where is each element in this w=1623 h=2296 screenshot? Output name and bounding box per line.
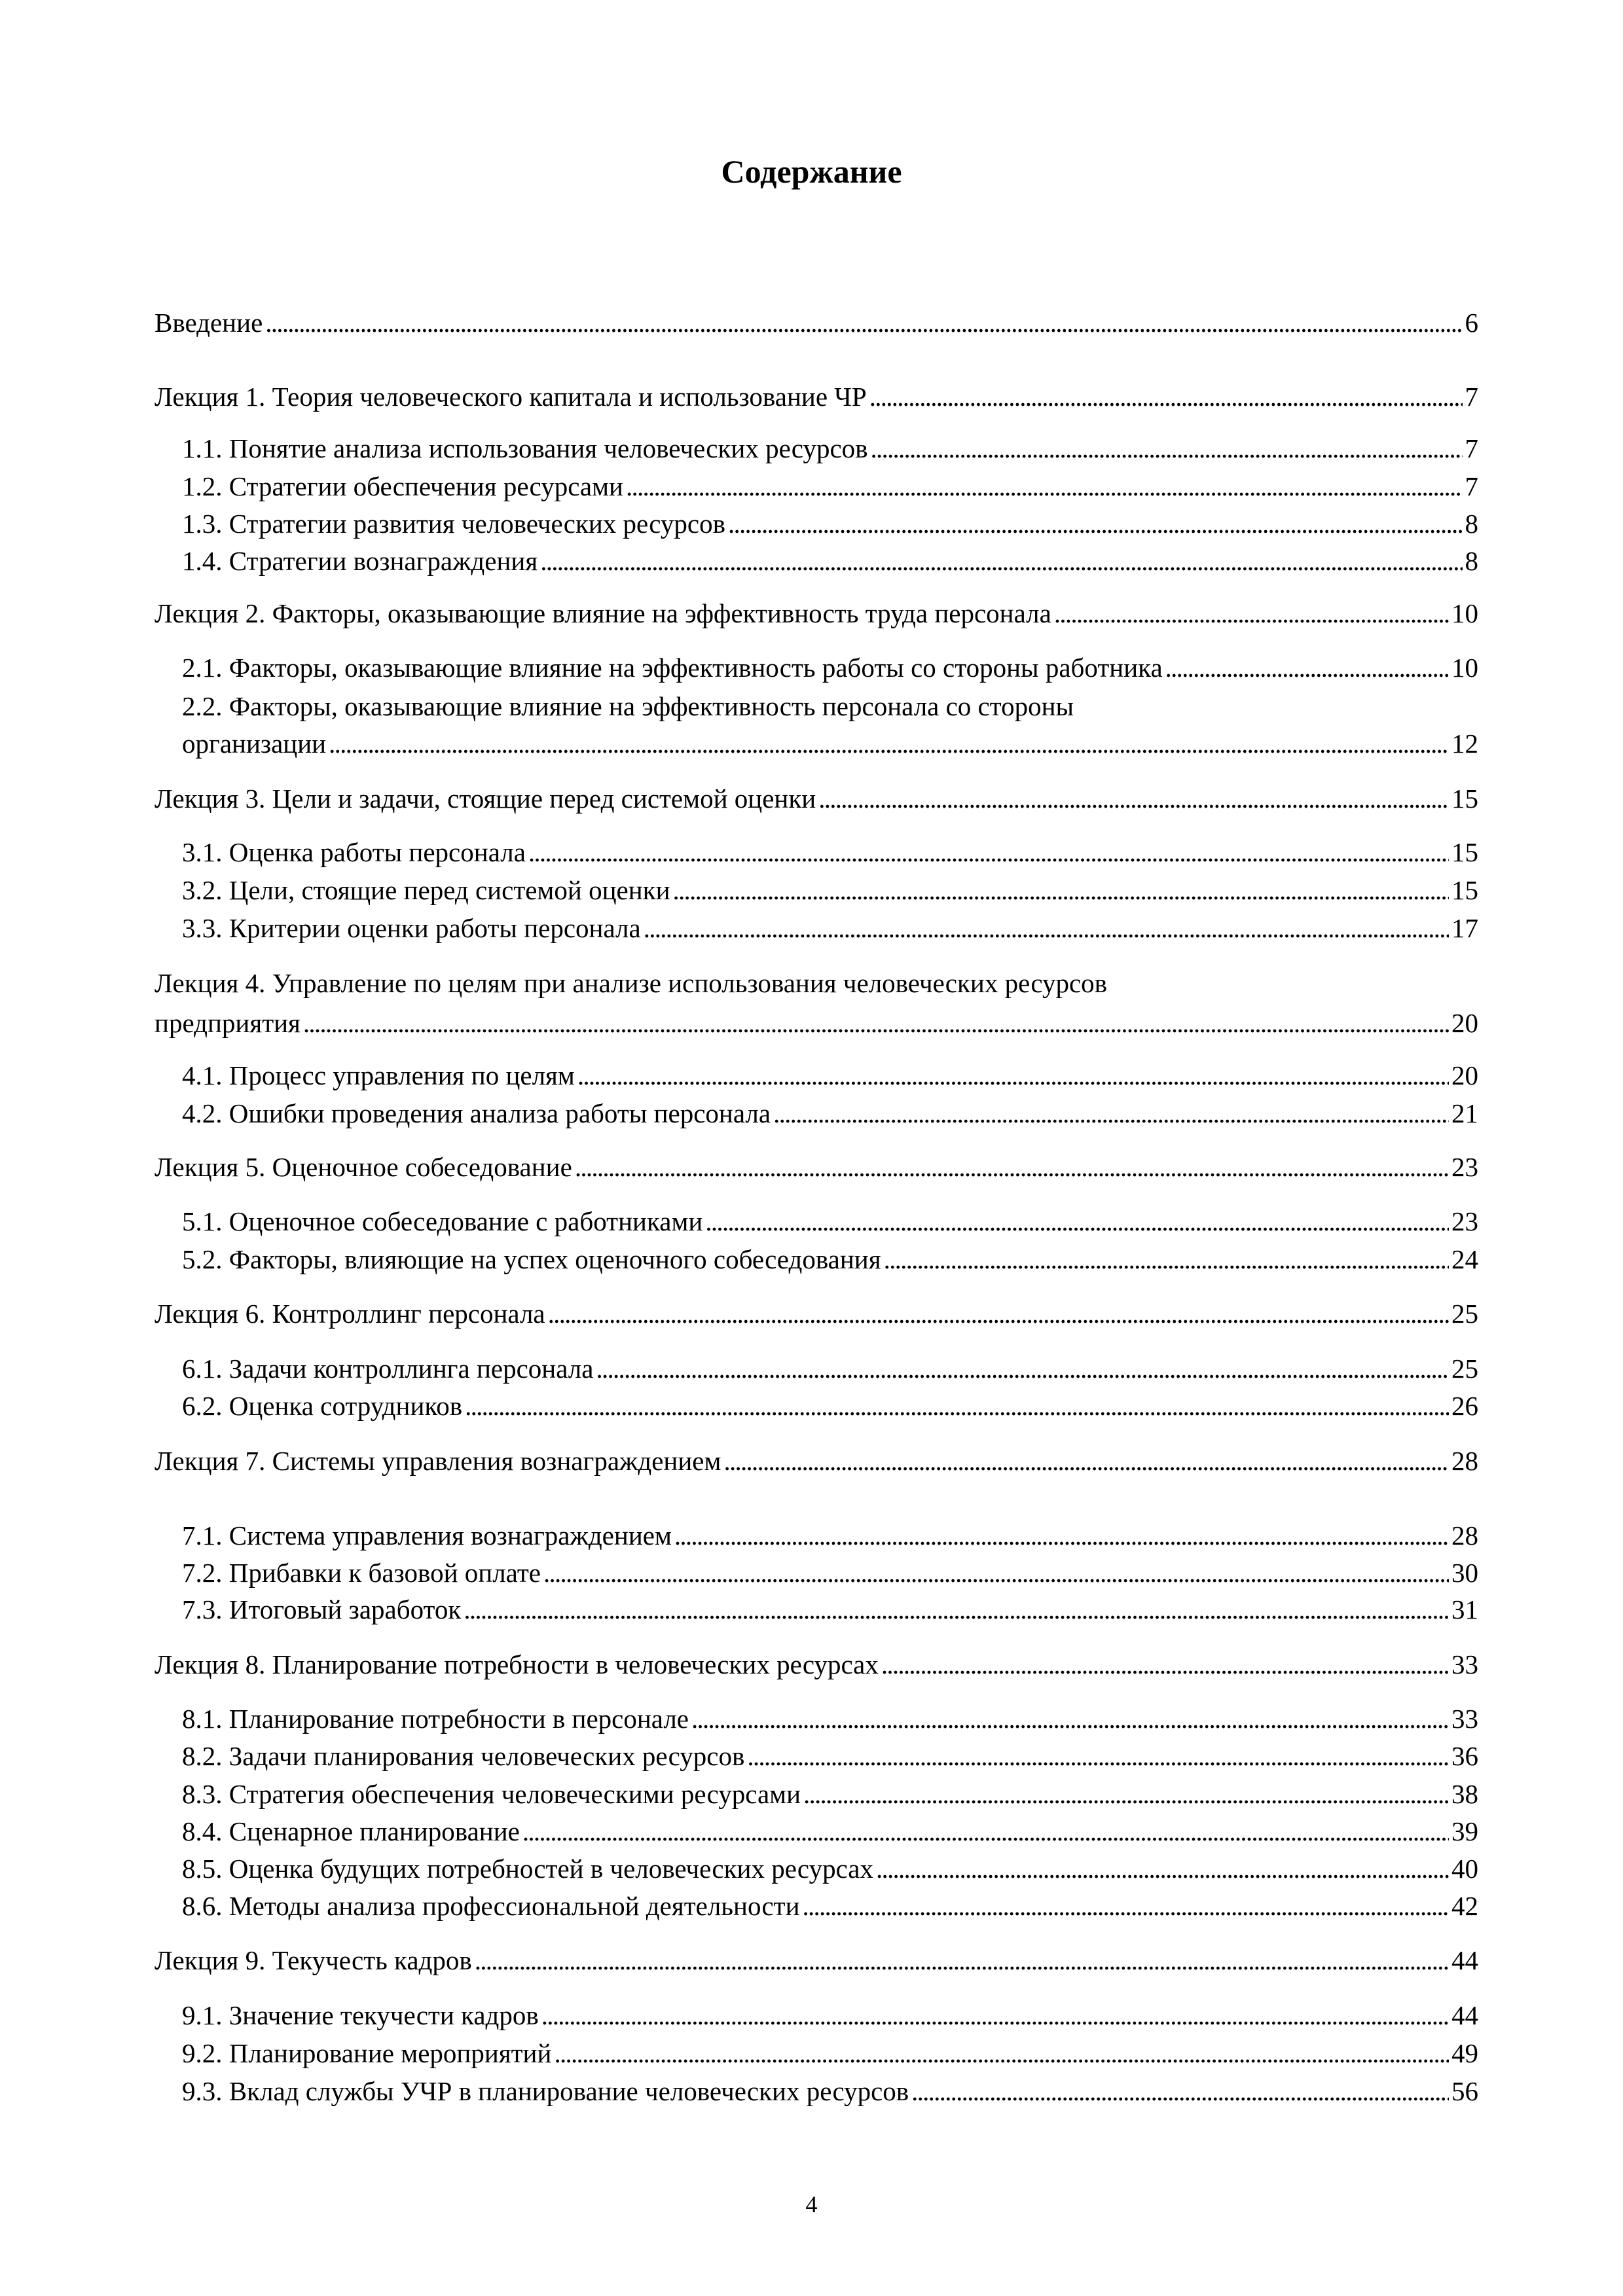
toc-entry-label: Лекция 3. Цели и задачи, стоящие перед системой оценки	[155, 783, 816, 814]
toc-entry-1-4[interactable]	[182, 544, 1478, 578]
toc-entry-label: 5.1. Оценочное собеседование с работниками	[182, 1206, 703, 1236]
toc-entry-2-2[interactable]	[182, 726, 1478, 761]
toc-page-number: 7	[1465, 433, 1478, 463]
toc-entry-lecture-5[interactable]	[155, 1150, 1478, 1184]
toc-page-number: 31	[1451, 1594, 1478, 1624]
dot-leader	[674, 1518, 1449, 1552]
dot-leader	[871, 431, 1463, 465]
toc-entry-9-3[interactable]	[182, 2074, 1478, 2108]
toc-page-number: 25	[1451, 1354, 1478, 1384]
toc-entry-label: 5.2. Факторы, влияющие на успех оценочного собеседования	[182, 1244, 881, 1274]
toc-page-number: 10	[1451, 653, 1478, 683]
dot-leader	[596, 1352, 1449, 1386]
dot-leader	[465, 1389, 1449, 1423]
toc-entry-label: организации	[182, 728, 327, 759]
toc-entry-8-4[interactable]	[182, 1814, 1478, 1848]
dot-leader	[554, 2036, 1449, 2070]
toc-entry-7-3[interactable]	[182, 1592, 1478, 1626]
toc-entry-label: 8.2. Задачи планирования человеческих ресурсов	[182, 1741, 745, 1771]
toc-entry-label: предприятия	[155, 1008, 301, 1038]
toc-entry-lecture-8[interactable]	[155, 1647, 1478, 1681]
toc-entry-label: 1.4. Стратегии вознаграждения	[182, 546, 538, 576]
toc-entry-label: 9.2. Планирование мероприятий	[182, 2038, 552, 2068]
toc-entry-5-1[interactable]	[182, 1204, 1478, 1238]
dot-leader	[869, 380, 1463, 414]
toc-page-number: 20	[1451, 1008, 1478, 1038]
toc-entry-3-3[interactable]	[182, 911, 1478, 945]
toc-page-number: 23	[1451, 1206, 1478, 1236]
toc-entry-label: Лекция 5. Оценочное собеседование	[155, 1152, 572, 1182]
toc-page-number: 7	[1465, 471, 1478, 501]
toc-entry-lecture-7[interactable]	[155, 1444, 1478, 1478]
dot-leader	[644, 911, 1449, 945]
toc-page-number: 17	[1451, 913, 1478, 943]
toc-entry-lecture-1[interactable]	[155, 380, 1478, 414]
toc-entry-lecture-4[interactable]	[155, 1006, 1478, 1040]
toc-entry-label: 1.2. Стратегии обеспечения ресурсами	[182, 471, 623, 501]
toc-page-number: 6	[1465, 308, 1478, 338]
toc-page-number: 12	[1451, 728, 1478, 759]
toc-page-number: 39	[1451, 1816, 1478, 1846]
dot-leader	[803, 1889, 1449, 1923]
dot-leader	[540, 544, 1462, 578]
page-title: Содержание	[721, 153, 902, 190]
toc-entry-label: 2.1. Факторы, оказывающие влияние на эффективность работы со стороны работника	[182, 653, 1163, 683]
dot-leader	[522, 1814, 1449, 1848]
dot-leader	[528, 835, 1449, 869]
toc-entry-label: 3.3. Критерии оценки работы персонала	[182, 913, 641, 943]
toc-page-number: 28	[1451, 1446, 1478, 1476]
toc-page-number: 7	[1465, 382, 1478, 412]
dot-leader	[673, 873, 1449, 907]
toc-entry-label: Введение	[155, 308, 263, 338]
dot-leader	[1165, 651, 1449, 685]
toc-entry-lecture-4-line1[interactable]: Лекция 4. Управление по целям при анализе использования человеческих ресурсов	[155, 968, 1108, 998]
dot-leader	[543, 1556, 1449, 1590]
page-number: 4	[805, 2191, 818, 2217]
toc-entry-label: 8.5. Оценка будущих потребностей в человеческих ресурсах	[182, 1854, 873, 1884]
toc-page-number: 42	[1451, 1891, 1478, 1921]
toc-entry-2-2-line1[interactable]: 2.2. Факторы, оказывающие влияние на эффективность персонала со стороны	[182, 691, 1074, 721]
dot-leader	[728, 507, 1463, 541]
toc-entry-2-1[interactable]	[182, 651, 1478, 685]
toc-page-number: 40	[1451, 1854, 1478, 1884]
toc-page-number: 23	[1451, 1152, 1478, 1182]
toc-entry-lecture-2[interactable]	[155, 596, 1478, 630]
dot-leader	[548, 1297, 1449, 1331]
toc-entry-introduction[interactable]	[155, 306, 1478, 340]
dot-leader	[747, 1739, 1449, 1773]
toc-page-number: 24	[1451, 1244, 1478, 1274]
toc-entry-label: Лекция 9. Текучесть кадров	[155, 1945, 472, 1975]
toc-entry-label: 1.3. Стратегии развития человеческих ресурсов	[182, 509, 725, 539]
toc-entry-7-2[interactable]	[182, 1556, 1478, 1590]
toc-entry-label: 7.3. Итоговый заработок	[182, 1594, 462, 1624]
toc-entry-label: 8.6. Методы анализа профессиональной деятельности	[182, 1891, 800, 1921]
toc-page-number: 33	[1451, 1649, 1478, 1679]
dot-leader	[575, 1150, 1449, 1184]
toc-entry-lecture-3[interactable]	[155, 781, 1478, 816]
dot-leader	[911, 2074, 1449, 2108]
dot-leader	[723, 1444, 1449, 1478]
toc-page-number: 20	[1451, 1060, 1478, 1090]
toc-entry-4-1[interactable]	[182, 1058, 1478, 1092]
toc-entry-label: 9.3. Вклад службы УЧР в планирование человеческих ресурсов	[182, 2076, 909, 2106]
toc-page-number: 15	[1451, 875, 1478, 905]
dot-leader	[881, 1647, 1449, 1681]
toc-entry-lecture-6[interactable]	[155, 1297, 1478, 1331]
toc-page-number: 26	[1451, 1391, 1478, 1421]
toc-entry-lecture-9[interactable]	[155, 1943, 1478, 1977]
toc-page-number: 15	[1451, 783, 1478, 814]
toc-entry-8-3[interactable]	[182, 1777, 1478, 1811]
toc-entry-8-2[interactable]	[182, 1739, 1478, 1773]
dot-leader	[303, 1006, 1449, 1040]
dot-leader	[876, 1852, 1449, 1886]
toc-entry-7-1[interactable]	[182, 1518, 1478, 1552]
toc-page-number: 49	[1451, 2038, 1478, 2068]
toc-page-number: 21	[1451, 1098, 1478, 1128]
toc-entry-label: 3.1. Оценка работы персонала	[182, 837, 526, 867]
toc-entry-4-2[interactable]	[182, 1096, 1478, 1130]
toc-page-number: 56	[1451, 2076, 1478, 2106]
toc-entry-label: 3.2. Цели, стоящие перед системой оценки	[182, 875, 670, 905]
dot-leader	[475, 1943, 1449, 1977]
dot-leader	[1054, 596, 1449, 630]
toc-entry-label: 1.1. Понятие анализа использования человеческих ресурсов	[182, 433, 868, 463]
toc-page-number: 33	[1451, 1704, 1478, 1734]
toc-entry-8-5[interactable]	[182, 1852, 1478, 1886]
dot-leader	[626, 469, 1463, 503]
toc-page-number: 30	[1451, 1558, 1478, 1588]
toc-page-number: 36	[1451, 1741, 1478, 1771]
toc-page-number: 28	[1451, 1520, 1478, 1551]
toc-page-number: 8	[1465, 546, 1478, 576]
toc-entry-label: 7.1. Система управления вознаграждением	[182, 1520, 672, 1551]
toc-page-number: 25	[1451, 1299, 1478, 1329]
dot-leader	[577, 1058, 1449, 1092]
dot-leader	[541, 1998, 1449, 2032]
toc-entry-6-1[interactable]	[182, 1352, 1478, 1386]
toc-entry-label: 8.4. Сценарное планирование	[182, 1816, 520, 1846]
toc-entry-3-1[interactable]	[182, 835, 1478, 869]
toc-entry-label: 4.1. Процесс управления по целям	[182, 1060, 575, 1090]
toc-entry-label: Лекция 8. Планирование потребности в человеческих ресурсах	[155, 1649, 879, 1679]
toc-entry-label: Лекция 6. Контроллинг персонала	[155, 1299, 545, 1329]
dot-leader	[329, 726, 1449, 761]
toc-page-number: 15	[1451, 837, 1478, 867]
toc-entry-9-2[interactable]	[182, 2036, 1478, 2070]
toc-entry-label: 9.1. Значение текучести кадров	[182, 2000, 539, 2030]
toc-entry-1-2[interactable]	[182, 469, 1478, 503]
toc-page-number: 8	[1465, 509, 1478, 539]
dot-leader	[691, 1702, 1449, 1736]
toc-entry-label: Лекция 1. Теория человеческого капитала и использование ЧР	[155, 382, 867, 412]
toc-entry-8-6[interactable]	[182, 1889, 1478, 1923]
toc-page-number: 44	[1451, 1945, 1478, 1975]
toc-entry-8-1[interactable]	[182, 1702, 1478, 1736]
toc-page-number: 38	[1451, 1779, 1478, 1809]
dot-leader	[265, 306, 1462, 340]
dot-leader	[884, 1242, 1449, 1276]
toc-page-number: 44	[1451, 2000, 1478, 2030]
dot-leader	[803, 1777, 1449, 1811]
toc-entry-label: Лекция 2. Факторы, оказывающие влияние на эффективность труда персонала	[155, 598, 1051, 628]
dot-leader	[818, 781, 1449, 816]
toc-entry-1-3[interactable]	[182, 507, 1478, 541]
toc-entry-label: 6.1. Задачи контроллинга персонала	[182, 1354, 594, 1384]
toc-entry-3-2[interactable]	[182, 873, 1478, 907]
toc-entry-1-1[interactable]	[182, 431, 1478, 465]
toc-entry-label: 8.1. Планирование потребности в персонале	[182, 1704, 689, 1734]
toc-entry-6-2[interactable]	[182, 1389, 1478, 1423]
dot-leader	[705, 1204, 1449, 1238]
toc-page-number: 10	[1451, 598, 1478, 628]
toc-entry-5-2[interactable]	[182, 1242, 1478, 1276]
toc-entry-label: 6.2. Оценка сотрудников	[182, 1391, 463, 1421]
toc-entry-9-1[interactable]	[182, 1998, 1478, 2032]
toc-entry-label: 8.3. Стратегия обеспечения человеческими ресурсами	[182, 1779, 801, 1809]
toc-entry-label: 7.2. Прибавки к базовой оплате	[182, 1558, 541, 1588]
toc-entry-label: Лекция 7. Системы управления вознаграждением	[155, 1446, 721, 1476]
dot-leader	[464, 1592, 1449, 1626]
dot-leader	[773, 1096, 1449, 1130]
toc-entry-label: 4.2. Ошибки проведения анализа работы персонала	[182, 1098, 771, 1128]
